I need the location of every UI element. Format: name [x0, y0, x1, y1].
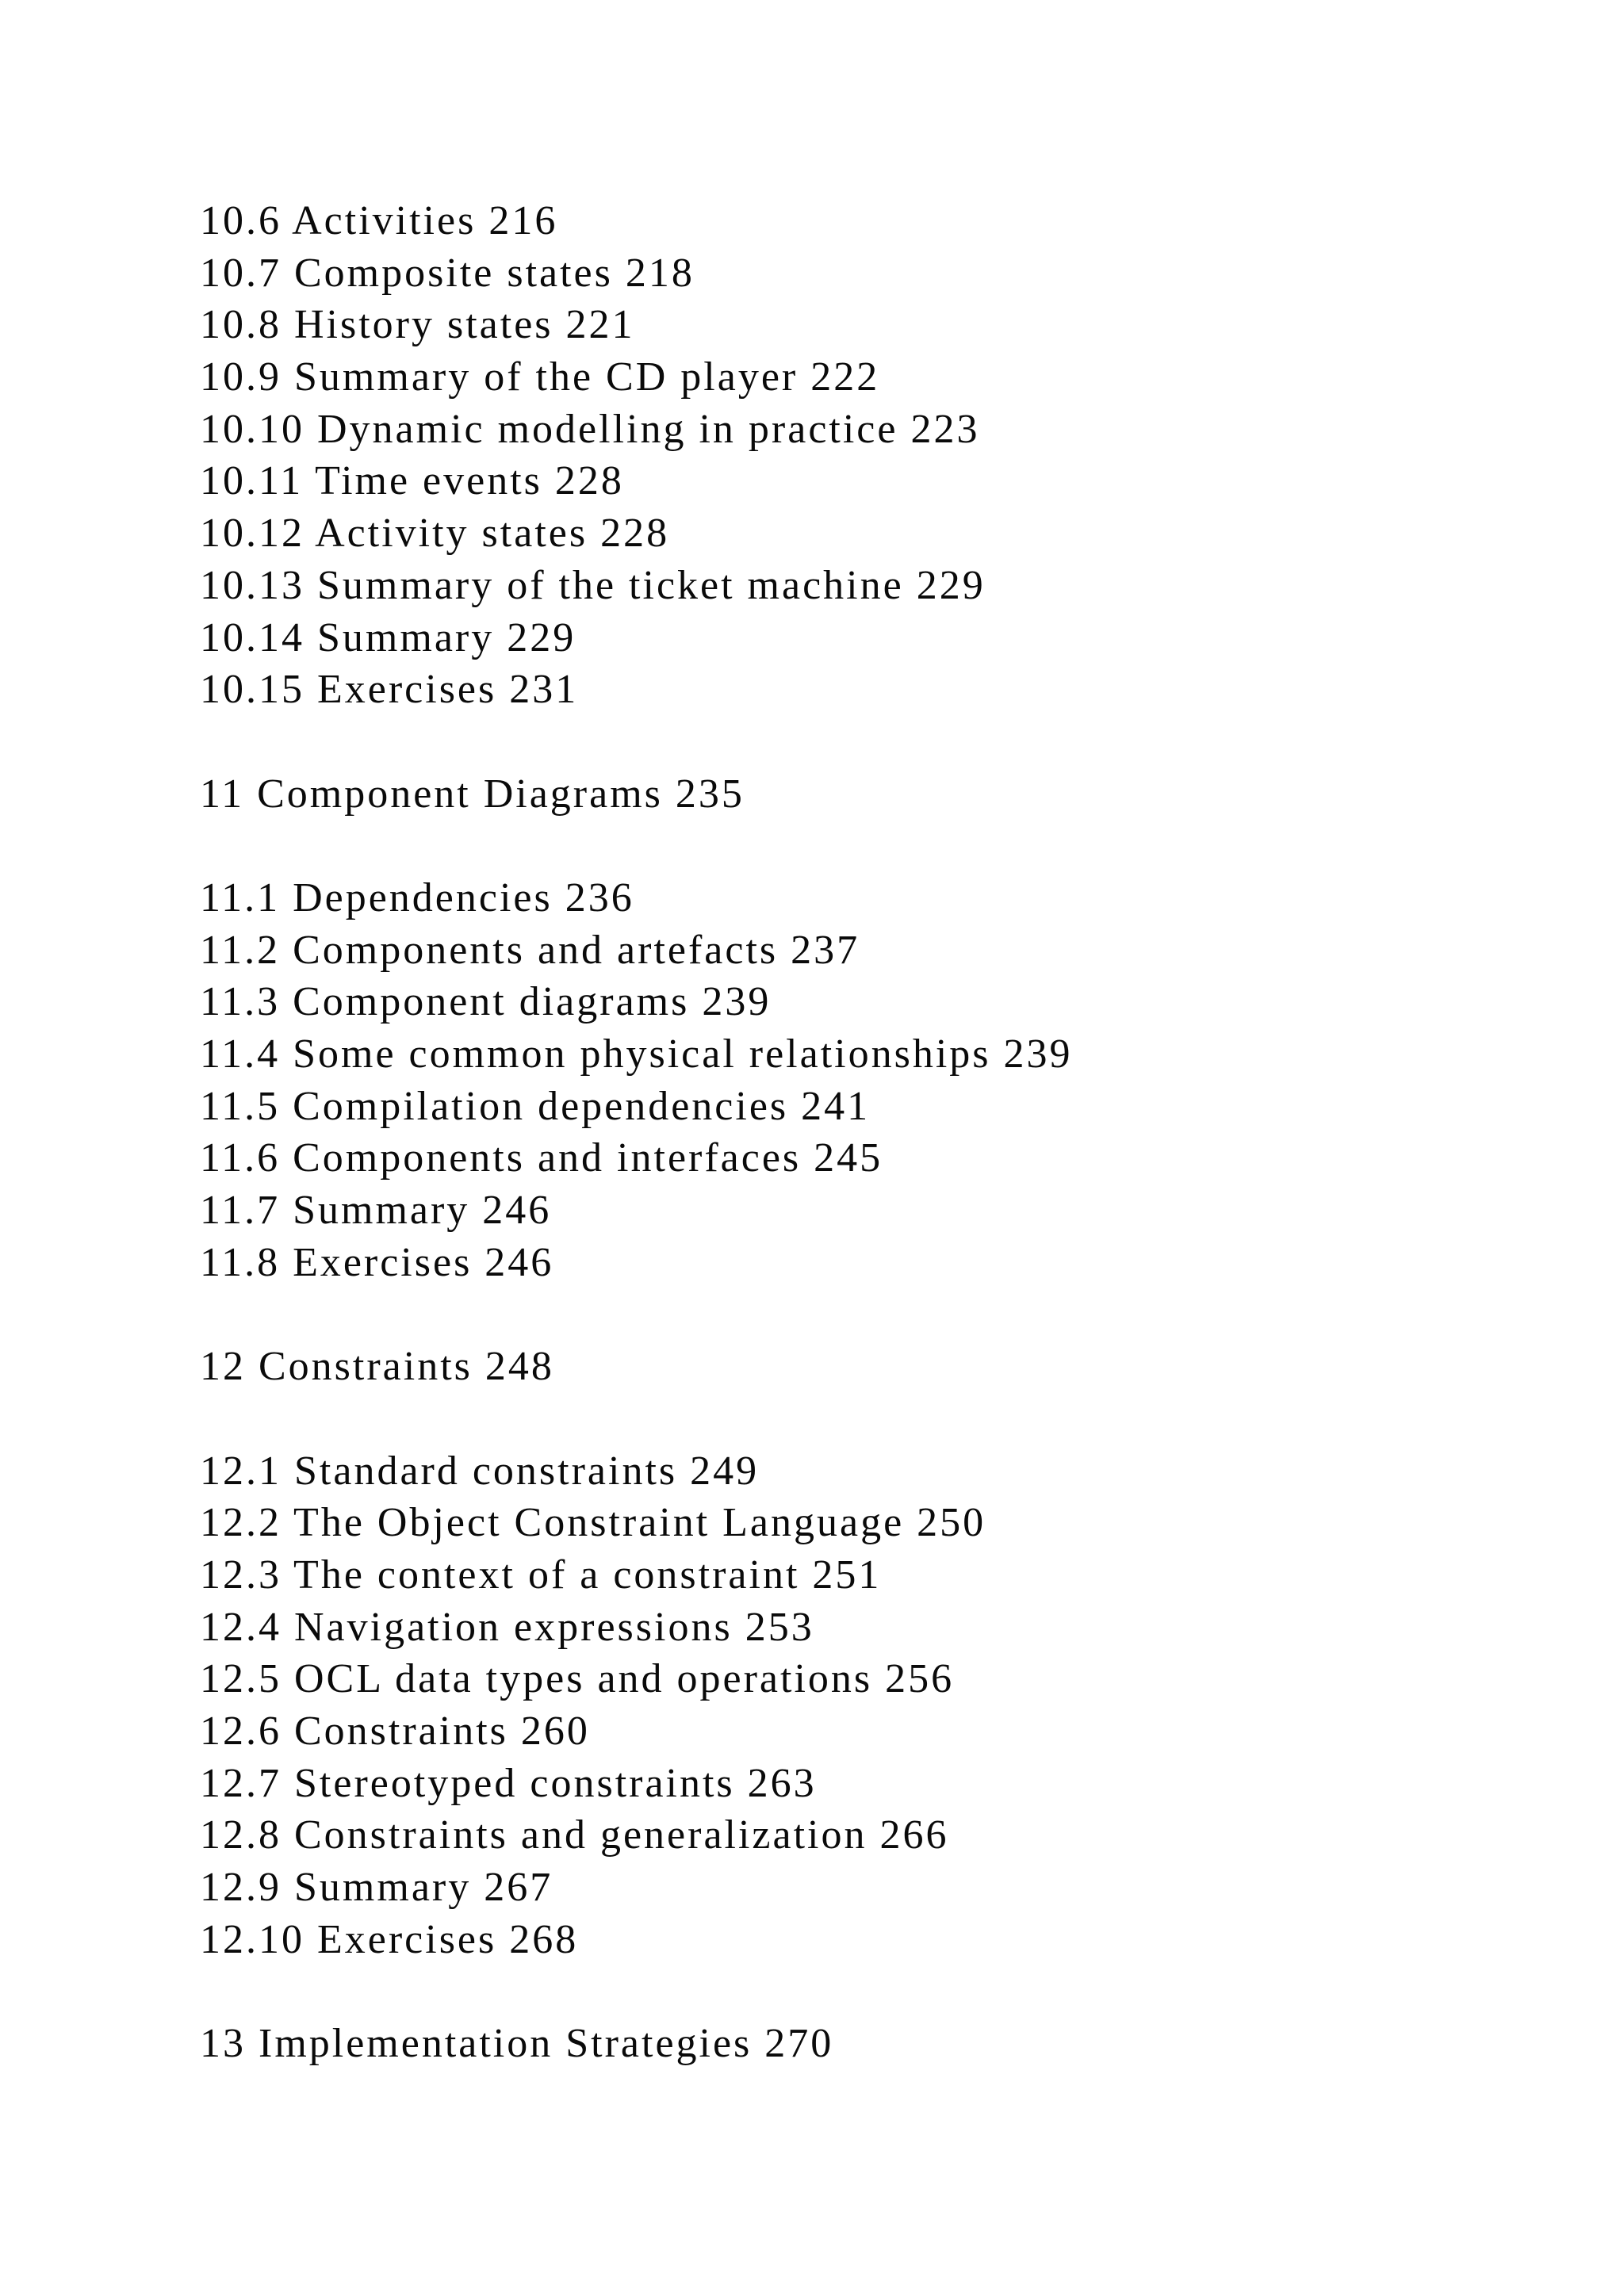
toc-entry: 12.4 Navigation expressions 253: [200, 1604, 814, 1650]
toc-entry: 10.6 Activities 216: [200, 198, 558, 243]
blank-line: [200, 1965, 1548, 2018]
toc-entry: 12.8 Constraints and generalization 266: [200, 1812, 949, 1858]
toc-entry: 12.3 The context of a constraint 251: [200, 1552, 882, 1598]
toc-entry: 10.12 Activity states 228: [200, 511, 670, 557]
toc-entry: 11.4 Some common physical relationships 239: [200, 1031, 1073, 1077]
toc-entry: 11.7 Summary 246: [200, 1188, 552, 1234]
toc-entry: 12.9 Summary 267: [200, 1865, 553, 1910]
toc-entry: 11.2 Components and artefacts 237: [200, 927, 860, 973]
toc-entry: 12.10 Exercises 268: [200, 1916, 579, 1962]
toc-entry: 12.2 The Object Constraint Language 250: [200, 1500, 986, 1546]
toc-entry: 11.3 Component diagrams 239: [200, 979, 772, 1025]
toc-entry: 12.7 Stereotyped constraints 263: [200, 1760, 817, 1806]
toc-entry: 10.14 Summary 229: [200, 614, 576, 660]
blank-line: [200, 1288, 1548, 1341]
toc-entry: 10.15 Exercises 231: [200, 667, 579, 713]
toc-entry: 10.10 Dynamic modelling in practice 223: [200, 406, 980, 452]
chapter-heading: 11 Component Diagrams 235: [200, 771, 745, 817]
toc-page: [200, 195, 1548, 2070]
blank-line: [200, 820, 1548, 872]
toc-entry: 10.9 Summary of the CD player 222: [200, 354, 880, 400]
toc-entry: 12.1 Standard constraints 249: [200, 1448, 760, 1494]
blank-line: [200, 716, 1548, 768]
chapter-heading: 12 Constraints 248: [200, 1344, 554, 1390]
toc-entry: 10.11 Time events 228: [200, 458, 624, 504]
chapter-heading: 13 Implementation Strategies 270: [200, 2021, 834, 2067]
toc-entry: 12.6 Constraints 260: [200, 1708, 590, 1754]
toc-entry: 12.5 OCL data types and operations 256: [200, 1656, 955, 1702]
toc-entry: 10.13 Summary of the ticket machine 229: [200, 562, 986, 608]
blank-line: [200, 1393, 1548, 1445]
toc-entry: 11.1 Dependencies 236: [200, 874, 634, 920]
toc-entry: 10.7 Composite states 218: [200, 250, 695, 296]
toc-entry: 10.8 History states 221: [200, 302, 635, 348]
toc-entry: 11.5 Compilation dependencies 241: [200, 1083, 871, 1129]
toc-entry: 11.8 Exercises 246: [200, 1239, 554, 1285]
toc-entry: 11.6 Components and interfaces 245: [200, 1135, 883, 1181]
